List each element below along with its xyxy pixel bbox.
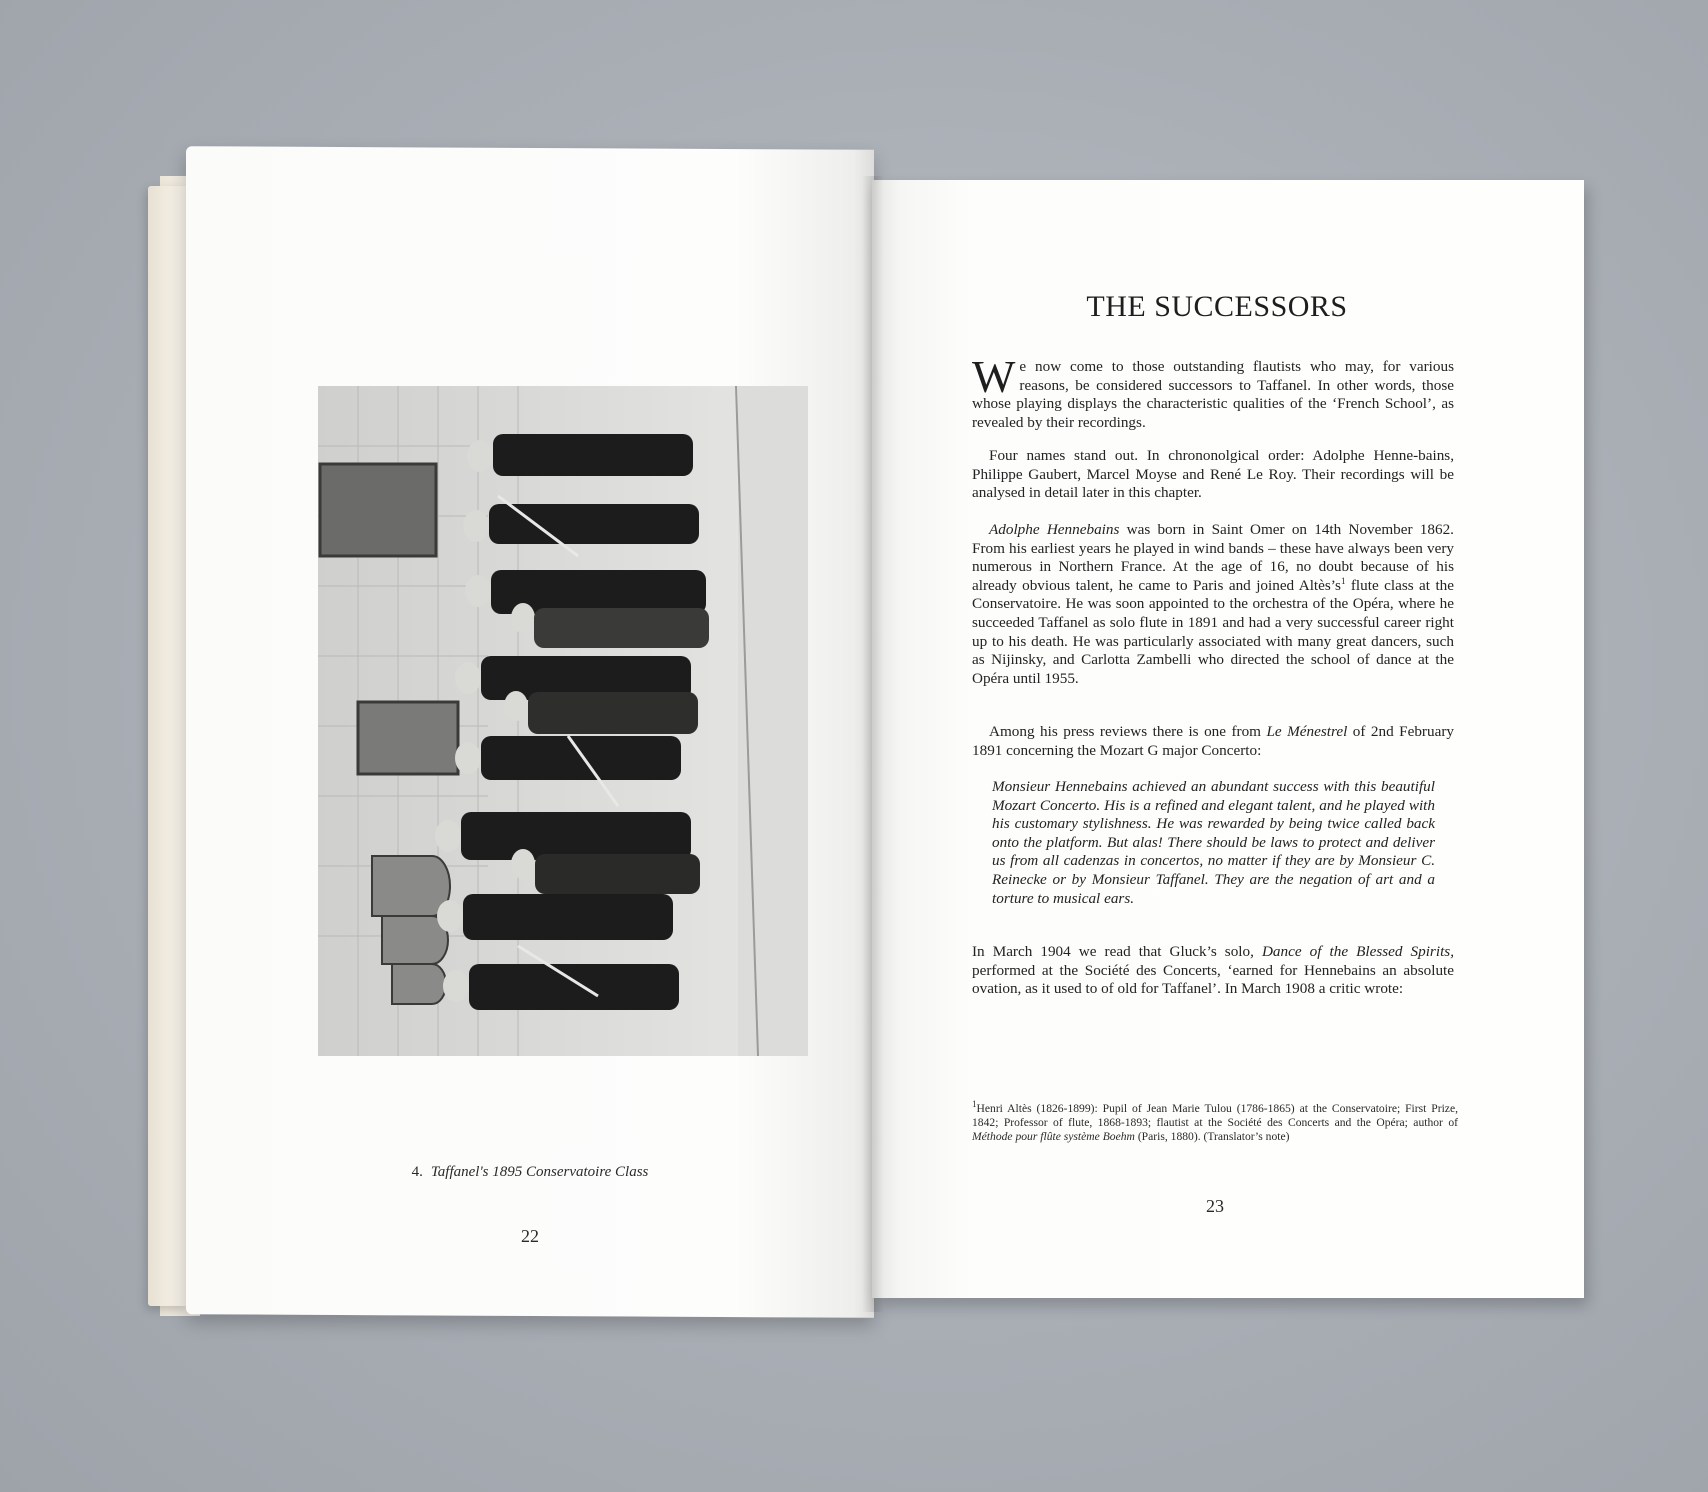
footnote-text-b: (Paris, 1880). (Translator’s note) (1134, 1130, 1290, 1143)
page-number-left: 22 (521, 1226, 539, 1246)
paragraph-3-name: Adolphe Hennebains (989, 521, 1120, 538)
chapter-title: THE SUCCESSORS (1086, 290, 1348, 323)
paragraph-4-source: Le Ménestrel (1266, 723, 1348, 740)
caption-number: 4. (411, 1164, 423, 1180)
caption-text: Taffanel's 1895 Conservatoire Class (430, 1164, 649, 1180)
photo-illustration (318, 386, 808, 1056)
paragraph-3-text-a: was born in Saint Omer on 14th November 1862. From his earliest years he played in wind bands – these have always been very numerous in Northern France. At the age of 16, no doubt because of his already obvious talent, he came to Paris and joined Altès’s (972, 521, 1454, 594)
paragraph-4 (972, 723, 1454, 760)
paragraph-1-text: e now come to those outstanding flautists who may, for various reasons, be considered successors to Taffanel. In other words, those whose playing displays the characteristic qualities of the ‘French School’, as revealed by their recordings. (972, 358, 1454, 431)
group-photograph (318, 386, 808, 1056)
page-block-edge-outer (148, 186, 188, 1306)
paragraph-5 (972, 943, 1454, 999)
footnote-number: 1 (972, 1099, 977, 1110)
footnote-work: Méthode pour flûte système Boehm (972, 1130, 1135, 1143)
photo-caption (186, 1164, 874, 1181)
footnote-marker: 1 (1340, 575, 1346, 586)
book-gutter (862, 176, 884, 1312)
drop-cap: W (972, 351, 1016, 402)
footnote (972, 1099, 1458, 1144)
block-quote: Monsieur Hennebains achieved an abundant success with this beautiful Mozart Concerto. His is a refined and elegant talent, and he played with his customary stylishness. He was rewarded by being twice called back onto the platform. But alas! There should be laws to protect and deliver us from all cadenzas in concertos, no matter if they are by Monsieur C. Reinecke or by Monsieur Taffanel. They are the negation of art and a torture to musical ears. (992, 778, 1435, 907)
footnote-text-a: Henri Altès (1826-1899): Pupil of Jean Marie Tulou (1786-1865) at the Conservatoire; First Prize, 1842; Professor of flute, 1868-1893; flautist at the Société des Concerts and the Opéra; author of (972, 1102, 1458, 1129)
page-number-right: 23 (1206, 1196, 1224, 1216)
paragraph-4-text-a: Among his press reviews there is one from (989, 723, 1267, 740)
paragraph-5-text-b: performed at the Société des Concerts, ‘earned for Hennebains an absolute ovation, as it used to of old for Taffanel’. In March 1908 a critic wrote: (972, 961, 1454, 998)
paragraph-5-text-a: In March 1904 we read that Gluck’s solo, (972, 943, 1262, 960)
paragraph-1 (972, 351, 1454, 432)
paragraph-5-work: Dance of the Blessed Spirits, (1261, 943, 1454, 960)
paragraph-2: Four names stand out. In chrononolgical order: Adolphe Henne-bains, Philippe Gaubert, Marcel Moyse and René Le Roy. Their recordings will be analysed in detail later in this chapter. (972, 447, 1454, 502)
paragraph-3 (972, 521, 1454, 688)
paragraph-3-text-b: flute class at the Conservatoire. He was soon appointed to the orchestra of the Opéra, where he succeeded Taffanel as solo flute in 1891 and had a very successful career right up to his death. He was particularly associated with many great dancers, such as Nijinsky, and Carlotta Zambelli who directed the school of dance at the Opéra until 1955. (972, 576, 1454, 687)
paragraph-4-text-b: of 2nd February 1891 concerning the Mozart G major Concerto: (972, 723, 1454, 759)
